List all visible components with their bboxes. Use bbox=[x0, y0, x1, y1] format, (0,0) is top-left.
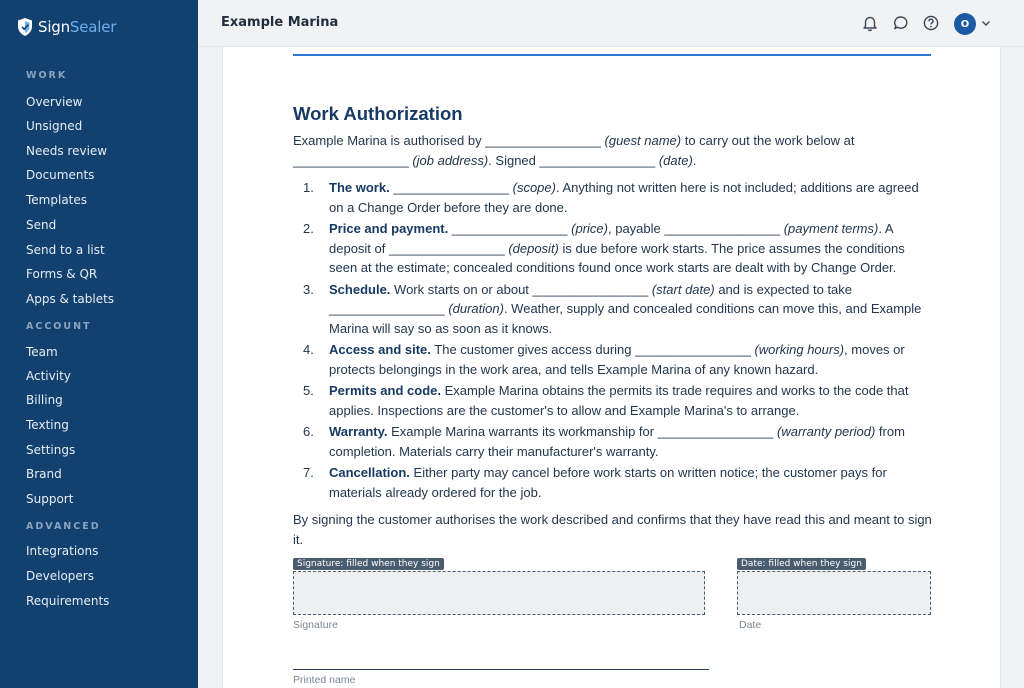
signature-field-tag: Signature: filled when they sign bbox=[293, 558, 444, 570]
brand-logo[interactable] bbox=[16, 17, 116, 37]
blank-field[interactable]: ________________ bbox=[393, 180, 509, 195]
nav-item-send[interactable]: Send bbox=[26, 218, 57, 232]
nav-item-unsigned[interactable]: Unsigned bbox=[26, 119, 83, 133]
nav-item-templates[interactable]: Templates bbox=[26, 193, 88, 207]
sidebar bbox=[0, 0, 198, 688]
shield-logo-icon bbox=[16, 17, 34, 37]
top-header bbox=[198, 0, 1024, 47]
nav-item-overview[interactable]: Overview bbox=[26, 95, 83, 109]
date-label: Date bbox=[739, 619, 762, 631]
blank-field[interactable]: ________________ bbox=[293, 152, 409, 168]
nav-item-settings[interactable]: Settings bbox=[26, 443, 76, 457]
blank-field[interactable]: ________________ bbox=[329, 301, 445, 316]
date-field-tag: Date: filled when they sign bbox=[737, 558, 866, 570]
nav-item-texting[interactable]: Texting bbox=[26, 418, 69, 432]
date-field[interactable] bbox=[737, 571, 931, 615]
nav-item-billing[interactable]: Billing bbox=[26, 393, 63, 407]
nav-item-brand[interactable]: Brand bbox=[26, 467, 62, 481]
list-item: 1. The work. ________________ (scope). Anything not written here is not included; additions are agreed on a Change Order before they are done. bbox=[303, 180, 919, 215]
nav-item-integrations[interactable]: Integrations bbox=[26, 544, 99, 558]
nav-item-needs-review[interactable]: Needs review bbox=[26, 144, 108, 158]
list-item: 2. Price and payment. ________________ (price), payable ________________ (payment terms). A deposit of ________________ (deposit) is due before work starts. The price assumes the conditions seen at the estimate; concealed conditions found once work starts are dealt with by Change Order. bbox=[303, 221, 905, 275]
document-content bbox=[293, 103, 933, 549]
blank-field[interactable]: ________________ bbox=[389, 240, 505, 256]
bell-icon[interactable] bbox=[861, 14, 879, 32]
avatar[interactable]: O bbox=[954, 13, 976, 35]
terms-list bbox=[293, 178, 933, 502]
chat-icon[interactable] bbox=[892, 14, 910, 32]
intro-paragraph: Example Marina is authorised by ________________ (guest name) to carry out the work below at ________________ (job address). Signed ________________ (date). bbox=[293, 133, 855, 168]
chevron-down-icon[interactable] bbox=[980, 17, 992, 29]
list-item: 3. Schedule. Work starts on or about ________________ (start date) and is expected to take ________________ (duration). Weather, supply and concealed conditions can move this, and Example Marina will say so as soon as it knows. bbox=[303, 281, 922, 336]
blank-field[interactable]: ________________ bbox=[485, 133, 601, 148]
brand-name: SignSealer bbox=[38, 18, 117, 36]
nav-section-account: ACCOUNT bbox=[26, 321, 92, 332]
signature-label: Signature bbox=[293, 619, 338, 631]
nav-item-team[interactable]: Team bbox=[26, 345, 58, 359]
document-title: Work Authorization bbox=[293, 103, 463, 124]
blank-field[interactable]: ________________ bbox=[451, 221, 568, 236]
nav-item-send-to-list[interactable]: Send to a list bbox=[26, 243, 105, 257]
document-page bbox=[222, 47, 1001, 688]
nav-section-work: WORK bbox=[26, 70, 68, 81]
blank-field[interactable]: ________________ bbox=[532, 281, 649, 297]
nav-item-apps-tablets[interactable]: Apps & tablets bbox=[26, 292, 115, 306]
blank-field[interactable]: ________________ bbox=[539, 152, 656, 168]
nav-item-requirements[interactable]: Requirements bbox=[26, 594, 110, 608]
closing-paragraph: By signing the customer authorises the work described and confirms that they have read this and meant to sign it. bbox=[293, 512, 932, 547]
nav-item-activity[interactable]: Activity bbox=[26, 369, 71, 383]
help-icon[interactable] bbox=[922, 14, 940, 32]
nav-item-documents[interactable]: Documents bbox=[26, 168, 95, 182]
printed-name-label: Printed name bbox=[293, 674, 356, 686]
nav-section-advanced: ADVANCED bbox=[26, 521, 101, 532]
blank-field[interactable]: ________________ bbox=[664, 221, 781, 236]
list-item: 7. Cancellation. Either party may cancel before work starts on written notice; the customer pays for materials already ordered for the job. bbox=[303, 465, 887, 500]
nav-item-developers[interactable]: Developers bbox=[26, 569, 94, 583]
blank-field[interactable]: ________________ bbox=[635, 342, 751, 357]
page-title: Example Marina bbox=[221, 15, 339, 30]
list-item: 5. Permits and code. Example Marina obtains the permits its trade requires and works to the code that applies. Inspections are the customer's to allow and Example Marina's to arrange. bbox=[303, 383, 909, 418]
signature-field[interactable] bbox=[293, 571, 705, 615]
printed-name-line[interactable] bbox=[293, 669, 709, 670]
document-top-rule bbox=[293, 54, 931, 56]
nav-item-support[interactable]: Support bbox=[26, 492, 74, 506]
nav-item-forms-qr[interactable]: Forms & QR bbox=[26, 267, 98, 281]
list-item: 6. Warranty. Example Marina warrants its workmanship for ________________ (warranty period) from completion. Materials carry their manufacturer's warranty. bbox=[303, 424, 905, 459]
list-item: 4. Access and site. The customer gives access during ________________ (working hours), moves or protects belongings in the work area, and tells Example Marina of any known hazard. bbox=[303, 342, 905, 377]
blank-field[interactable]: ________________ bbox=[657, 424, 774, 439]
